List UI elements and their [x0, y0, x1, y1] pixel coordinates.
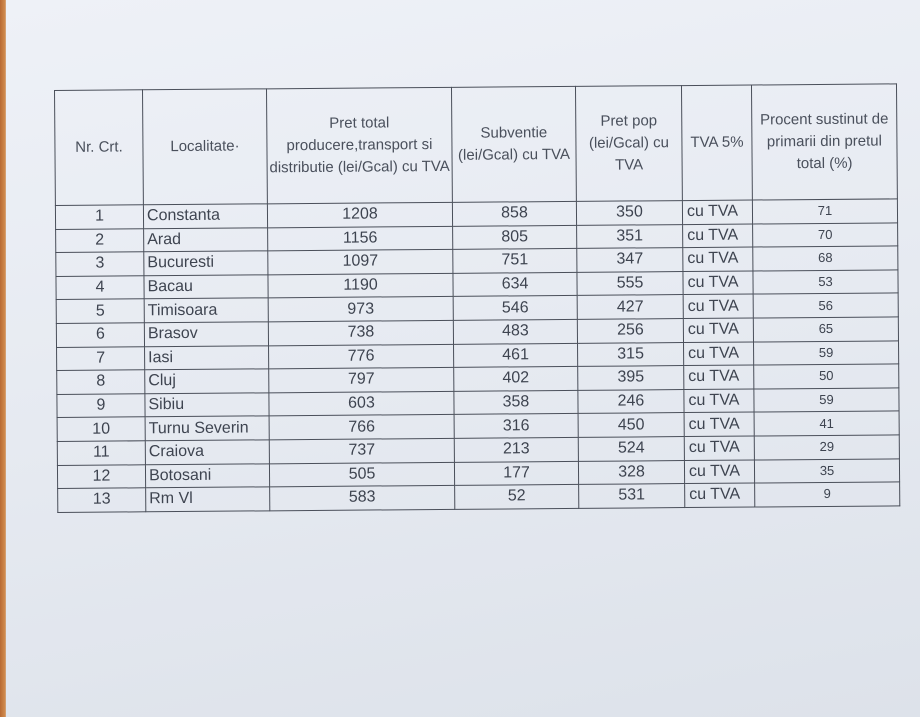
cell-procent: 9	[755, 482, 900, 507]
cell-subventie: 858	[452, 201, 576, 226]
heating-price-table	[54, 83, 900, 512]
cell-localitate: Bacau	[144, 275, 268, 300]
cell-nr: 8	[57, 370, 145, 394]
header-pret-total: Pret total producere,transport si distributie (lei/Gcal) cu TVA	[266, 87, 452, 203]
cell-subventie: 316	[454, 414, 578, 439]
cell-subventie: 461	[454, 343, 578, 368]
cell-tva: cu TVA	[683, 224, 753, 248]
cell-tva: cu TVA	[684, 460, 754, 484]
cell-nr: 11	[57, 441, 145, 465]
cell-subventie: 213	[454, 437, 578, 462]
cell-tva: cu TVA	[683, 247, 753, 271]
cell-nr: 2	[56, 228, 144, 252]
cell-procent: 56	[753, 293, 898, 318]
cell-pret-pop: 427	[577, 295, 683, 319]
header-localitate: Localitate·	[143, 89, 268, 205]
cell-pret-pop: 328	[578, 460, 684, 484]
cell-localitate: Constanta	[143, 204, 267, 229]
cell-nr: 7	[57, 346, 145, 370]
cell-tva: cu TVA	[685, 483, 755, 507]
cell-tva: cu TVA	[682, 200, 752, 224]
cell-localitate: Rm Vl	[146, 487, 270, 512]
cell-tva: cu TVA	[684, 389, 754, 413]
cell-pret-total: 1156	[268, 226, 453, 251]
cell-pret-total: 1190	[268, 273, 453, 298]
cell-pret-pop: 450	[578, 413, 684, 437]
header-tva: TVA 5%	[681, 85, 752, 201]
cell-localitate: Cluj	[145, 369, 269, 394]
cell-nr: 9	[57, 394, 145, 418]
cell-nr: 3	[56, 252, 144, 276]
cell-pret-total: 737	[269, 438, 454, 463]
cell-pret-pop: 246	[578, 389, 684, 413]
cell-procent: 70	[753, 222, 898, 247]
cell-localitate: Iasi	[145, 345, 269, 370]
cell-procent: 68	[753, 246, 898, 271]
cell-procent: 65	[753, 317, 898, 342]
table-body	[55, 199, 899, 512]
cell-nr: 5	[56, 299, 144, 323]
cell-pret-total: 973	[268, 297, 453, 322]
cell-subventie: 483	[453, 319, 577, 344]
cell-subventie: 634	[453, 272, 577, 297]
cell-nr: 4	[56, 276, 144, 300]
cell-subventie: 751	[453, 249, 577, 274]
cell-pret-total: 505	[269, 462, 454, 487]
cell-pret-total: 603	[269, 391, 454, 416]
cell-pret-total: 766	[269, 415, 454, 440]
cell-nr: 6	[56, 323, 144, 347]
cell-localitate: Craiova	[145, 440, 269, 465]
cell-pret-total: 776	[269, 344, 454, 369]
cell-subventie: 402	[454, 367, 578, 392]
cell-procent: 71	[752, 199, 897, 224]
cell-localitate: Bucuresti	[144, 251, 268, 276]
cell-procent: 59	[754, 388, 899, 413]
cell-localitate: Brasov	[144, 322, 268, 347]
cell-pret-pop: 524	[578, 436, 684, 460]
cell-pret-pop: 315	[578, 342, 684, 366]
cell-localitate: Botosani	[145, 463, 269, 488]
table-container	[54, 83, 899, 512]
cell-subventie: 546	[453, 296, 577, 321]
cell-nr: 13	[58, 488, 146, 512]
cell-localitate: Turnu Severin	[145, 416, 269, 441]
header-row	[55, 84, 898, 206]
cell-subventie: 177	[454, 461, 578, 486]
cell-subventie: 805	[453, 225, 577, 250]
cell-procent: 35	[754, 458, 899, 483]
cell-pret-pop: 351	[577, 224, 683, 248]
paper-sheet	[6, 0, 920, 717]
cell-pret-pop: 395	[578, 366, 684, 390]
header-pret-pop: Pret pop (lei/Gcal) cu TVA	[575, 86, 682, 202]
cell-tva: cu TVA	[683, 271, 753, 295]
cell-pret-total: 1208	[267, 202, 452, 227]
cell-tva: cu TVA	[684, 412, 754, 436]
cell-procent: 59	[753, 340, 898, 365]
cell-nr: 10	[57, 417, 145, 441]
cell-pret-total: 797	[269, 368, 454, 393]
cell-subventie: 52	[455, 485, 579, 510]
cell-pret-total: 738	[268, 320, 453, 345]
cell-nr: 12	[57, 464, 145, 488]
cell-pret-pop: 555	[577, 271, 683, 295]
cell-tva: cu TVA	[683, 342, 753, 366]
header-procent: Procent sustinut de primarii din pretul total (%)	[751, 84, 897, 200]
cell-localitate: Timisoara	[144, 298, 268, 323]
cell-nr: 1	[55, 205, 143, 229]
header-nr-crt: Nr. Crt.	[55, 90, 144, 206]
cell-pret-pop: 350	[576, 201, 682, 225]
cell-pret-total: 1097	[268, 250, 453, 275]
cell-subventie: 358	[454, 390, 578, 415]
cell-tva: cu TVA	[683, 318, 753, 342]
cell-localitate: Arad	[144, 227, 268, 252]
cell-pret-pop: 347	[577, 248, 683, 272]
cell-localitate: Sibiu	[145, 393, 269, 418]
cell-procent: 53	[753, 270, 898, 295]
header-subventie: Subventie (lei/Gcal) cu TVA	[451, 86, 576, 202]
cell-pret-total: 583	[270, 485, 455, 510]
cell-procent: 50	[754, 364, 899, 389]
cell-pret-pop: 531	[579, 484, 685, 508]
cell-procent: 41	[754, 411, 899, 436]
cell-pret-pop: 256	[577, 319, 683, 343]
cell-tva: cu TVA	[684, 436, 754, 460]
cell-procent: 29	[754, 435, 899, 460]
cell-tva: cu TVA	[683, 294, 753, 318]
table-header	[55, 84, 898, 206]
cell-tva: cu TVA	[684, 365, 754, 389]
